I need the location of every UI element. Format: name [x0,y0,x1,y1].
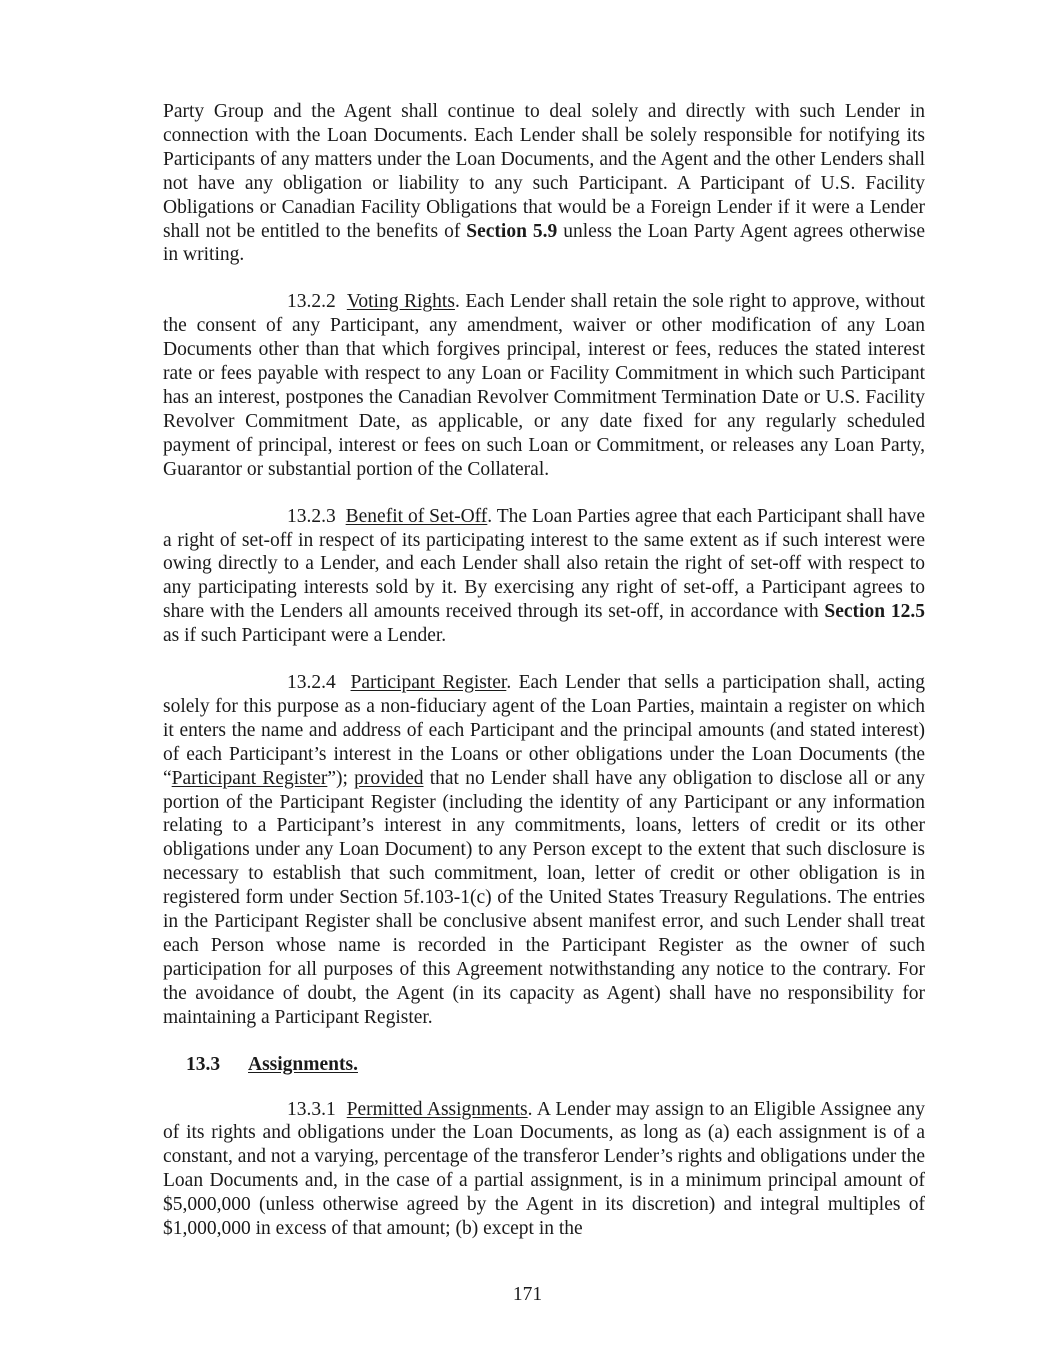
section-reference: Section 12.5 [824,601,925,623]
section-body: . Each Lender that sells a participation shall, acting solely for this purpose as a non-fiduciary agent of the Loan Parties, maintain a register on which it enters the name and address of each Participant and the principal amounts (and stated interest) of each Participant’s interest in the Loans or other obligations under the Loan Documents (the “ [163,672,925,789]
provided-term: provided [354,767,424,789]
heading-title: Assignments. [248,1053,358,1075]
section-title: Benefit of Set-Off [345,505,488,527]
section-title: Voting Rights [346,291,455,313]
section-body: that no Lender shall have any obligation to disclose all or any portion of the Participant Register (including the identity of any Participant or any information relating to a Participant’s interest in any commitments, loans, letters of credit or its other obligations under any Loan Document) to any Person except to the extent that such disclosure is necessary to establish that such commitment, loan, letter of credit or other obligation is in registered form under Section 5f.103-1(c) of the United States Treasury Regulations. The entries in the Participant Register shall be conclusive absent manifest error, and such Lender shall treat each Person whose name is recorded in the Participant Register as the owner of such participation for all purposes of this Agreement notwithstanding any notice to the contrary. For the avoidance of doubt, the Agent (in its capacity as Agent) shall have no responsibility for maintaining a Participant Register. [163,767,925,1028]
paragraph-text: Party Group and the Agent shall continue to deal solely and directly with such Lender in connection with the Loan Documents. Each Lender shall be solely responsible for notifying its Participants of any matters under the Loan Documents, and the Agent and the other Lenders shall not have any obligation or liability to any such Participant. A Participant of U.S. Facility Obligations or Canadian Facility Obligations that would be a Foreign Lender if it were a Lender shall not be entitled to the benefits of [163,101,925,242]
section-body: . A Lender may assign to an Eligible Assignee any of its rights and obligations under the Loan Documents, as long as (a) each assignment is of a constant, and not a varying, percentage of the transferor Lender’s rights and obligations under the Loan Documents and, in the case of a partial assignment, is in a minimum principal amount of $5,000,000 (unless otherwise agreed by the Agent in its discretion) and integral multiples of $1,000,000 in excess of that amount; (b) except in the [163,1098,925,1240]
page-number: 171 [512,1284,543,1305]
paragraph-text: unless the Loan Party Agent agrees otherwise in writing. [163,220,925,266]
section-13-2-3 [163,505,925,648]
document-page [163,100,925,1264]
section-body-end: as if such Participant were a Lender. [163,625,447,647]
heading-number: 13.3 [186,1053,221,1075]
section-13-2-2 [163,290,925,481]
section-body: . The Loan Parties agree that each Participant shall have a right of set-off in respect of its participating interest to the same extent as if such interest were owing directly to a Lender, and each Lender shall also retain the right of set-off with respect to any participating interests sold by it. By exercising any right of set-off, a Participant agrees to share with the Lenders all amounts received through its set-off, in accordance with [163,505,926,623]
section-number: 13.2.3 [287,505,336,527]
section-number: 13.3.1 [287,1098,336,1120]
section-13-3-heading [186,1053,925,1077]
section-title: Participant Register [350,672,507,694]
section-body: . Each Lender shall retain the sole right to approve, without the consent of any Participant, any amendment, waiver or other modification of any Loan Documents other than that which forgives principal, interest or fees, reduces the stated interest rate or fees payable with respect to any Loan or Facility Commitment in which such Participant has an interest, postpones the Canadian Revolver Commitment Termination Date or U.S. Facility Revolver Commitment Date, as applicable, or any date fixed for any regularly scheduled payment of principal, interest or fees on such Loan or Commitment, or releases any Loan Party, Guarantor or substantial portion of the Collateral. [163,291,926,480]
defined-term: Participant Register [171,767,328,789]
section-reference: Section 5.9 [466,220,558,242]
section-body: ”); [327,767,355,789]
section-number: 13.2.2 [287,291,336,313]
section-13-2-4 [163,671,925,1030]
paragraph-continuation [163,100,925,267]
section-title: Permitted Assignments [346,1098,528,1120]
section-number: 13.2.4 [287,672,336,694]
section-13-3-1 [163,1098,925,1241]
